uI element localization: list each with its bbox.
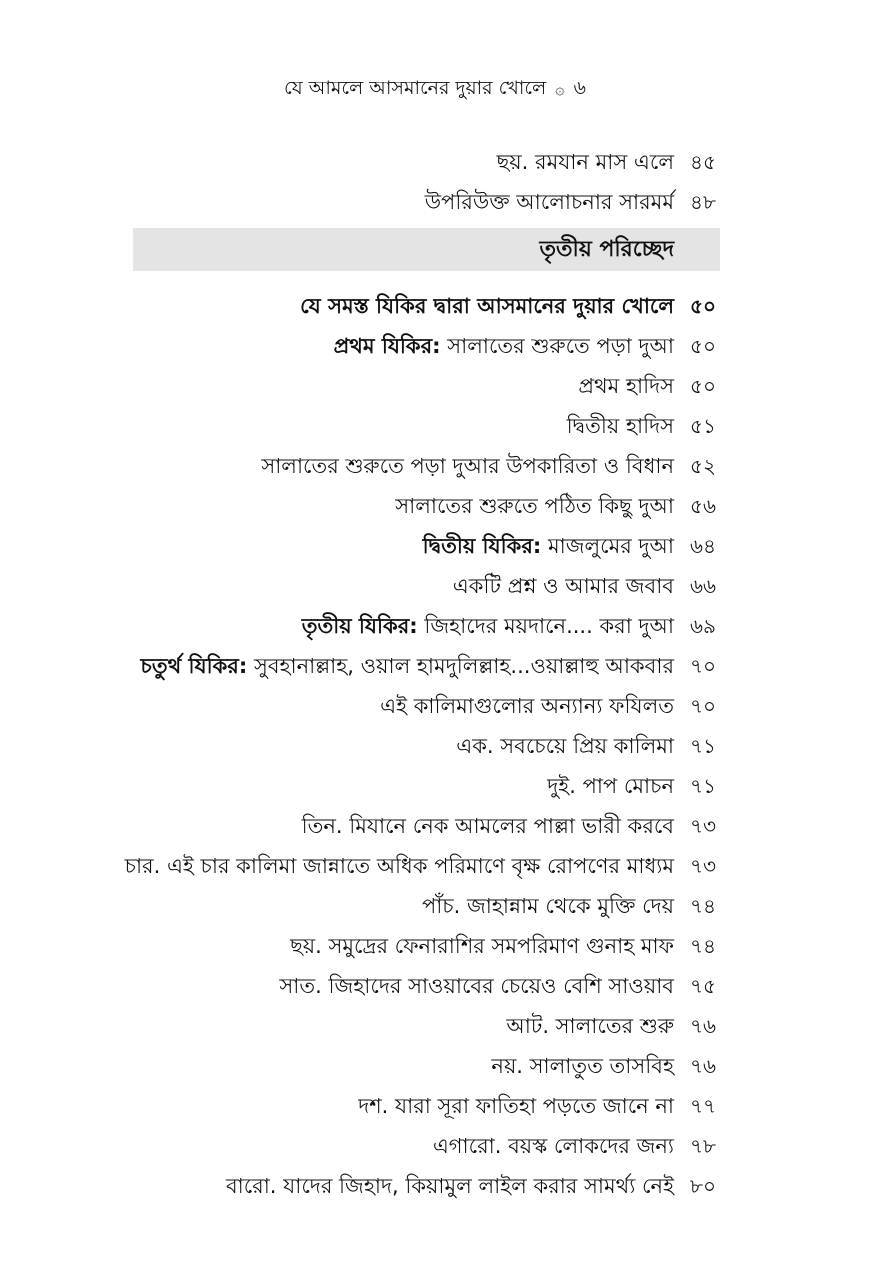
toc-row bbox=[0, 1006, 870, 1046]
toc-entry-title: এক. সবচেয়ে প্রিয় কালিমা bbox=[456, 734, 674, 758]
toc-entry-page: ৫৬ bbox=[690, 494, 716, 518]
toc-entry-page: ৭১ bbox=[690, 734, 716, 758]
toc-entry-text: মাজলুমের দুআ bbox=[541, 534, 674, 558]
page-number: ৬ bbox=[573, 77, 586, 99]
toc-entry-page: ৫০ bbox=[690, 334, 716, 358]
toc-entry-title: সালাতের শুরুতে পঠিত কিছু দুআ bbox=[395, 494, 674, 518]
toc-entry-page: ৫০ bbox=[690, 374, 716, 398]
toc-row bbox=[0, 686, 870, 726]
toc-entry-page: ৪৫ bbox=[690, 150, 716, 174]
toc-entry-page: ৭০ bbox=[690, 694, 717, 718]
toc-row bbox=[0, 526, 870, 566]
toc-row bbox=[0, 766, 870, 806]
page-header bbox=[0, 74, 870, 106]
toc-row bbox=[0, 646, 870, 686]
toc-entry-lead: দ্বিতীয় যিকির: bbox=[422, 534, 542, 558]
toc-entry-title: পাঁচ. জাহান্নাম থেকে মুক্তি দেয় bbox=[421, 894, 674, 918]
toc-entry-lead: তৃতীয় যিকির: bbox=[301, 614, 418, 638]
toc-entry-title: দ্বিতীয় হাদিস bbox=[566, 414, 674, 438]
toc-entry-title: ছয়. রমযান মাস এলে bbox=[496, 150, 674, 174]
toc-entry-title: যে সমস্ত যিকির দ্বারা আসমানের দুয়ার খোলে bbox=[300, 294, 674, 318]
toc-row bbox=[0, 1166, 870, 1206]
toc-entry-text: জিহাদের ময়দানে.... করা দুআ bbox=[417, 614, 674, 638]
toc-entry-page: ৭৬ bbox=[690, 1054, 717, 1078]
toc-row bbox=[0, 142, 870, 182]
toc-entry-page: ৬৬ bbox=[690, 574, 717, 598]
toc-entry-title: সাত. জিহাদের সাওয়াবের চেয়েও বেশি সাওয়াব bbox=[279, 974, 674, 998]
toc-entry-page: ৭৪ bbox=[690, 894, 716, 918]
toc-row bbox=[0, 926, 870, 966]
toc-entry-title: নয়. সালাতুত তাসবিহ bbox=[491, 1054, 674, 1078]
toc-entry-title bbox=[423, 526, 674, 566]
section-heading bbox=[0, 228, 870, 282]
toc-entry-page: ৭১ bbox=[690, 774, 716, 798]
toc-entry-page: ৫১ bbox=[690, 414, 716, 438]
toc-entry-lead: প্রথম যিকির: bbox=[333, 334, 441, 358]
toc-row bbox=[0, 886, 870, 926]
toc-entry-title: প্রথম হাদিস bbox=[578, 374, 674, 398]
toc-entry-title bbox=[141, 646, 675, 686]
toc-entry-title: একটি প্রশ্ন ও আমার জবাব bbox=[452, 574, 674, 598]
toc-row bbox=[0, 1046, 870, 1086]
toc-entry-page: ৬৯ bbox=[690, 614, 716, 638]
toc-entry-page: ৮০ bbox=[690, 1174, 716, 1198]
table-of-contents bbox=[0, 142, 870, 1206]
toc-entry-page: ৫০ bbox=[690, 294, 716, 318]
running-title: যে আমলে আসমানের দুয়ার খোলে bbox=[284, 77, 547, 99]
toc-entry-page: ৭৩ bbox=[690, 854, 717, 878]
toc-row bbox=[0, 1086, 870, 1126]
toc-entry-title: এই কালিমাগুলোর অন্যান্য ফযিলত bbox=[380, 694, 674, 718]
toc-entry-title: উপরিউক্ত আলোচনার সারমর্ম bbox=[424, 190, 674, 214]
toc-entry-title: দুই. পাপ মোচন bbox=[547, 774, 674, 798]
toc-row bbox=[0, 486, 870, 526]
toc-entry-page: ৪৮ bbox=[690, 190, 716, 214]
toc-row bbox=[0, 846, 870, 886]
toc-entry-page: ৭০ bbox=[690, 654, 717, 678]
toc-entry-title: দশ. যারা সূরা ফাতিহা পড়তে জানে না bbox=[358, 1094, 674, 1118]
section-title: তৃতীয় পরিচ্ছেদ bbox=[539, 237, 674, 262]
toc-row bbox=[0, 286, 870, 326]
toc-row bbox=[0, 1126, 870, 1166]
toc-entry-title: ছয়. সমুদ্রের ফেনারাশির সমপরিমাণ গুনাহ মাফ bbox=[290, 934, 674, 958]
toc-row bbox=[0, 366, 870, 406]
toc-row bbox=[0, 446, 870, 486]
toc-entry-page: ৭৬ bbox=[690, 1014, 717, 1038]
toc-row bbox=[0, 566, 870, 606]
toc-entry-title bbox=[302, 606, 674, 646]
toc-entry-page: ৬৪ bbox=[690, 534, 716, 558]
toc-entry-title bbox=[334, 326, 674, 366]
toc-row bbox=[0, 806, 870, 846]
toc-row bbox=[0, 606, 870, 646]
toc-entry-text: সুবহানাল্লাহ, ওয়াল হামদুলিল্লাহ...ওয়াল্লাহু আকবার bbox=[247, 654, 674, 678]
toc-row bbox=[0, 726, 870, 766]
toc-row bbox=[0, 182, 870, 222]
ornament-icon: ۞ bbox=[555, 79, 565, 98]
toc-entry-title: তিন. মিযানে নেক আমলের পাল্লা ভারী করবে bbox=[301, 814, 674, 838]
toc-row bbox=[0, 326, 870, 366]
toc-entry-page: ৫২ bbox=[690, 454, 716, 478]
toc-entry-page: ৭৩ bbox=[690, 814, 717, 838]
toc-row bbox=[0, 966, 870, 1006]
toc-row bbox=[0, 406, 870, 446]
toc-entry-title: বারো. যাদের জিহাদ, কিয়ামুল লাইল করার সামর্থ্য নেই bbox=[225, 1174, 674, 1198]
toc-entry-lead: চতুর্থ যিকির: bbox=[140, 654, 248, 678]
toc-entry-page: ৭৮ bbox=[690, 1134, 716, 1158]
toc-entry-page: ৭৪ bbox=[690, 934, 716, 958]
toc-entry-title: চার. এই চার কালিমা জান্নাতে অধিক পরিমাণে বৃক্ষ রোপণের মাধ্যম bbox=[124, 854, 674, 878]
toc-entry-title: এগারো. বয়স্ক লোকদের জন্য bbox=[432, 1134, 674, 1158]
toc-entry-text: সালাতের শুরুতে পড়া দুআ bbox=[440, 334, 674, 358]
toc-entry-title: সালাতের শুরুতে পড়া দুআর উপকারিতা ও বিধান bbox=[261, 454, 674, 478]
toc-entry-title: আট. সালাতের শুরু bbox=[506, 1014, 674, 1038]
toc-entry-page: ৭৭ bbox=[690, 1094, 717, 1118]
toc-entry-page: ৭৫ bbox=[690, 974, 716, 998]
